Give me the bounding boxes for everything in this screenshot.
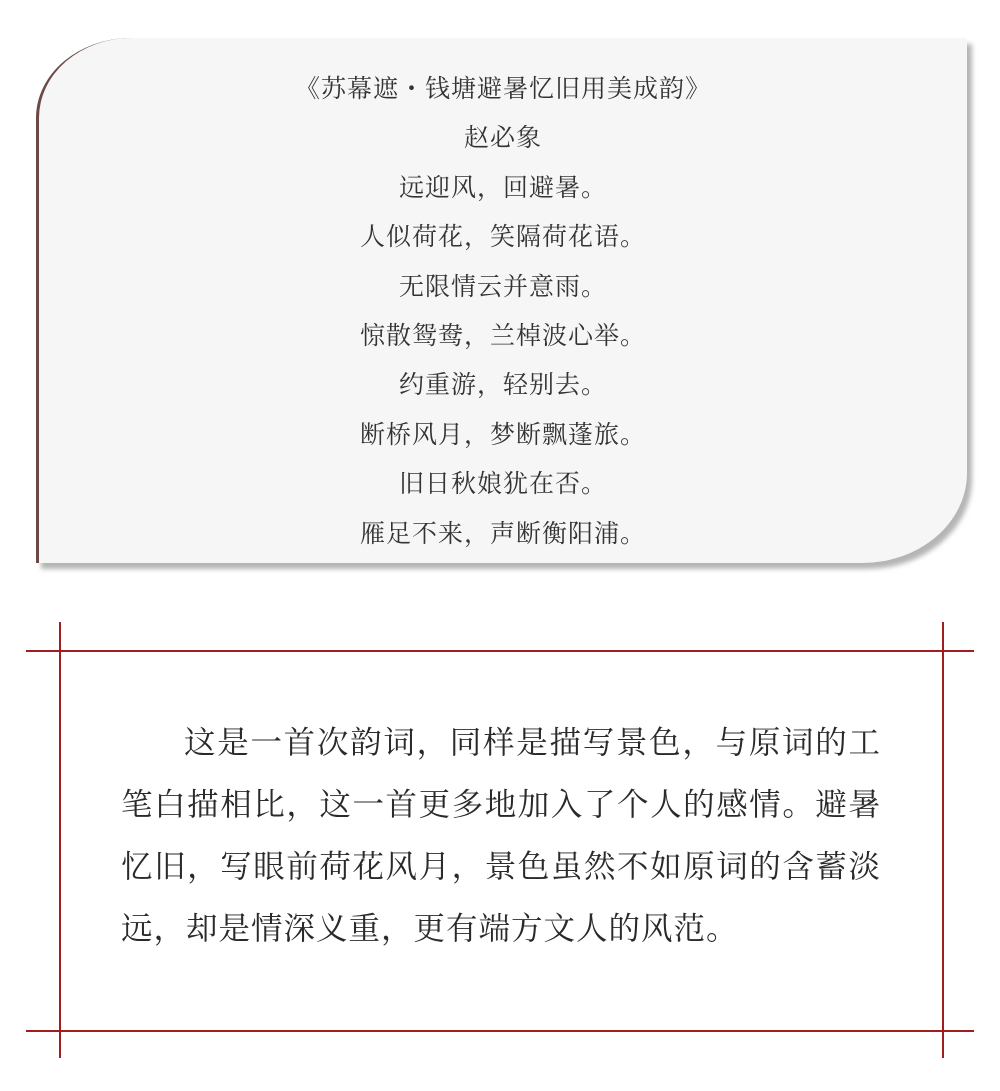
poem-author: 赵必象 — [463, 123, 542, 153]
poem-line: 断桥风月，梦断飘蓬旅。 — [359, 419, 646, 449]
frame-top-line — [26, 650, 974, 652]
frame-right-line — [942, 622, 944, 1058]
poem-line: 约重游，轻别去。 — [398, 370, 607, 400]
poem-title: 《苏幕遮・钱塘避暑忆旧用美成韵》 — [294, 74, 711, 103]
poem-line: 人似荷花，笑隔荷花语。 — [359, 222, 646, 252]
poem-card — [36, 38, 967, 563]
poem-line: 无限情云并意雨。 — [398, 271, 607, 301]
poem-text-block — [39, 64, 967, 558]
poem-line: 旧日秋娘犹在否。 — [398, 469, 607, 499]
commentary-paragraph: 这是一首次韵词，同样是描写景色，与原词的工笔白描相比，这一首更多地加入了个人的感情。避暑忆旧，写眼前荷花风月，景色虽然不如原词的含蓄淡远，却是情深义重，更有端方文人的风范。 — [121, 725, 881, 947]
poem-line: 远迎风，回避暑。 — [398, 172, 607, 202]
poem-line: 惊散鸳鸯，兰棹波心举。 — [359, 321, 646, 351]
frame-left-line — [59, 622, 61, 1058]
frame-bottom-line — [26, 1030, 974, 1032]
poem-line: 雁足不来，声断衡阳浦。 — [359, 518, 646, 548]
